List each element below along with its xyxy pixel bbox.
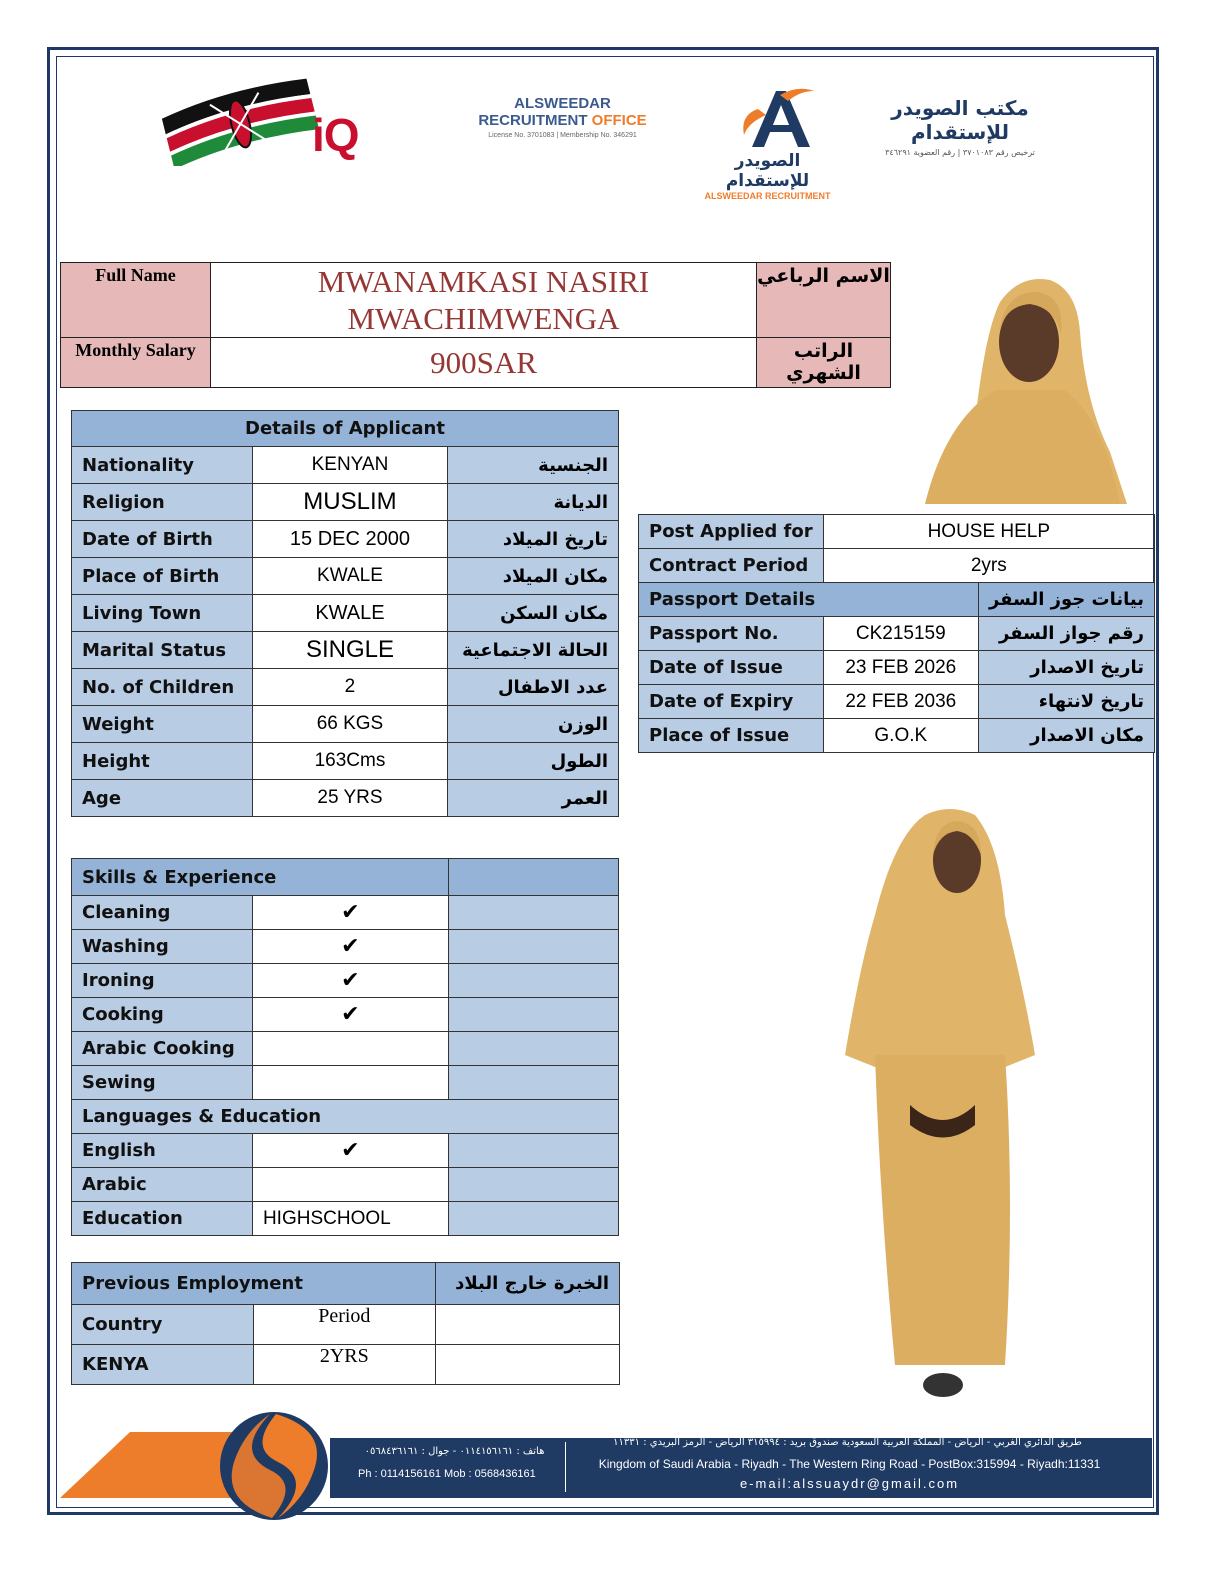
salary-label: Monthly Salary [61,338,211,388]
employment-row-country: KENYA [72,1345,254,1385]
lang-english-label: English [72,1134,253,1168]
post-label: Post Applied for [639,515,824,549]
salary-ar: الراتب الشهري [757,338,891,388]
skill-sewing-blank [448,1066,618,1100]
languages-title: Languages & Education [72,1100,619,1134]
full-name-label: Full Name [61,263,211,338]
employment-row-period: 2YRS [253,1345,435,1385]
nationality-ar: الجنسية [448,447,619,484]
place-of-issue-ar: مكان الاصدار [978,719,1154,753]
skill-sewing-label: Sewing [72,1066,253,1100]
date-of-issue-label: Date of Issue [639,651,824,685]
kenya-flag-logo [155,78,325,166]
contract-value: 2yrs [823,549,1154,583]
skill-arabic-cooking-label: Arabic Cooking [72,1032,253,1066]
footer-swirl-logo [218,1410,330,1522]
height-ar: الطول [448,743,619,780]
skill-cleaning-label: Cleaning [72,896,253,930]
footer-address-en: Kingdom of Saudi Arabia - Riyadh - The Western Ring Road - PostBox:315994 - Riyadh:11331 [598,1457,1101,1471]
alsweedar-en-office: OFFICE [591,112,647,129]
skills-title-blank [448,859,618,896]
dob-value: 15 DEC 2000 [252,521,447,558]
dob-ar: تاريخ الميلاد [448,521,619,558]
skill-cooking-label: Cooking [72,998,253,1032]
place-of-birth-value: KWALE [252,558,447,595]
office-ar-sub: ترخيص رقم ٣٧٠١٠٨٣ | رقم العضوية ٣٤٦٢٩١ [885,148,1035,157]
age-label: Age [72,780,253,817]
date-of-issue-ar: تاريخ الاصدار [978,651,1154,685]
weight-value: 66 KGS [252,706,447,743]
marital-status-value: SINGLE [252,632,447,669]
footer-address-ar: طريق الدائري الغربي - الرياض - المملكة العربية السعودية صندوق بريد : ٣١٥٩٩٤ الرياض - الرمز البريدي : ١١٣٣١ [613,1437,1082,1448]
nationality-value: KENYAN [252,447,447,484]
skill-arabic-cooking-blank [448,1032,618,1066]
name-salary-table [60,262,891,388]
employment-title: Previous Employment [72,1263,436,1305]
employment-col-period: Period [253,1305,435,1345]
footer-divider [565,1442,566,1492]
skill-washing-blank [448,930,618,964]
details-table [71,410,619,817]
passport-no-value: CK215159 [823,617,978,651]
applicant-full-body-photo [835,805,1045,1405]
alsweedar-en-recruitment: RECRUITMENT [478,112,588,129]
children-value: 2 [252,669,447,706]
full-name-line2: MWACHIMWENGA [347,301,620,336]
office-ar-title: مكتب الصويدر للإستقدام [891,96,1029,144]
living-town-label: Living Town [72,595,253,632]
place-of-birth-ar: مكان الميلاد [448,558,619,595]
lang-arabic-check [252,1168,448,1202]
center-logo-en: ALSWEEDAR RECRUITMENT [704,191,831,201]
skill-sewing-check [252,1066,448,1100]
alsweedar-license: License No. 3701083 | Membership No. 346291 [488,132,637,139]
skills-title: Skills & Experience [72,859,449,896]
dob-label: Date of Birth [72,521,253,558]
footer-email: e-mail:alssuaydr@gmail.com [739,1476,960,1491]
religion-value: MUSLIM [252,484,447,521]
lang-english-blank [448,1134,618,1168]
passport-no-ar: رقم جواز السفر [978,617,1154,651]
employment-col-country: Country [72,1305,254,1345]
skill-washing-label: Washing [72,930,253,964]
skill-ironing-check: ✔ [252,964,448,998]
lang-arabic-label: Arabic [72,1168,253,1202]
date-of-expiry-value: 22 FEB 2036 [823,685,978,719]
employment-col-blank [436,1305,620,1345]
place-of-issue-label: Place of Issue [639,719,824,753]
passport-header-ar: بيانات جوز السفر [978,583,1154,617]
iq-logo-text: iQ [312,109,359,161]
place-of-birth-label: Place of Birth [72,558,253,595]
marital-status-ar: الحالة الاجتماعية [448,632,619,669]
contract-label: Contract Period [639,549,824,583]
office-ar-logo [860,96,1060,157]
center-a-logo [695,85,840,201]
height-value: 163Cms [252,743,447,780]
living-town-value: KWALE [252,595,447,632]
religion-ar: الديانة [448,484,619,521]
employment-row-blank [436,1345,620,1385]
education-blank [448,1202,618,1236]
weight-label: Weight [72,706,253,743]
full-name-line1: MWANAMKASI NASIRI [317,264,650,299]
skills-table [71,858,619,1236]
marital-status-label: Marital Status [72,632,253,669]
lang-english-check: ✔ [252,1134,448,1168]
date-of-expiry-label: Date of Expiry [639,685,824,719]
skill-ironing-label: Ironing [72,964,253,998]
skill-washing-check: ✔ [252,930,448,964]
date-of-issue-value: 23 FEB 2026 [823,651,978,685]
nationality-label: Nationality [72,447,253,484]
religion-label: Religion [72,484,253,521]
details-title: Details of Applicant [72,411,619,447]
footer-phone-en: Ph : 0114156161 Mob : 0568436161 [358,1468,536,1480]
full-name-ar: الاسم الرباعي [757,263,891,338]
weight-ar: الوزن [448,706,619,743]
passport-no-label: Passport No. [639,617,824,651]
skill-ironing-blank [448,964,618,998]
full-name-value [211,263,757,338]
alsweedar-en-line1: ALSWEEDAR [514,95,611,112]
children-label: No. of Children [72,669,253,706]
skill-cooking-check: ✔ [252,998,448,1032]
age-ar: العمر [448,780,619,817]
passport-header: Passport Details [639,583,979,617]
applicant-portrait-photo [905,272,1130,504]
employment-table [71,1262,620,1385]
children-ar: عدد الاطفال [448,669,619,706]
skill-arabic-cooking-check [252,1032,448,1066]
place-of-issue-value: G.O.K [823,719,978,753]
employment-title-ar: الخبرة خارج البلاد [436,1263,620,1305]
center-logo-ar: الصويدر للإستقدام [725,151,810,191]
age-value: 25 YRS [252,780,447,817]
passport-table [638,514,1155,753]
education-value: HIGHSCHOOL [252,1202,448,1236]
living-town-ar: مكان السكن [448,595,619,632]
skill-cleaning-check: ✔ [252,896,448,930]
education-label: Education [72,1202,253,1236]
skill-cleaning-blank [448,896,618,930]
date-of-expiry-ar: تاريخ لانتهاء [978,685,1154,719]
height-label: Height [72,743,253,780]
post-value: HOUSE HELP [823,515,1154,549]
lang-arabic-blank [448,1168,618,1202]
footer-phone-ar: هاتف : ٠١١٤١٥٦١٦١ - جوال : ٠٥٦٨٤٣٦١٦١ [364,1446,545,1457]
skill-cooking-blank [448,998,618,1032]
salary-value: 900SAR [211,338,757,388]
alsweedar-en-logo [470,95,655,139]
